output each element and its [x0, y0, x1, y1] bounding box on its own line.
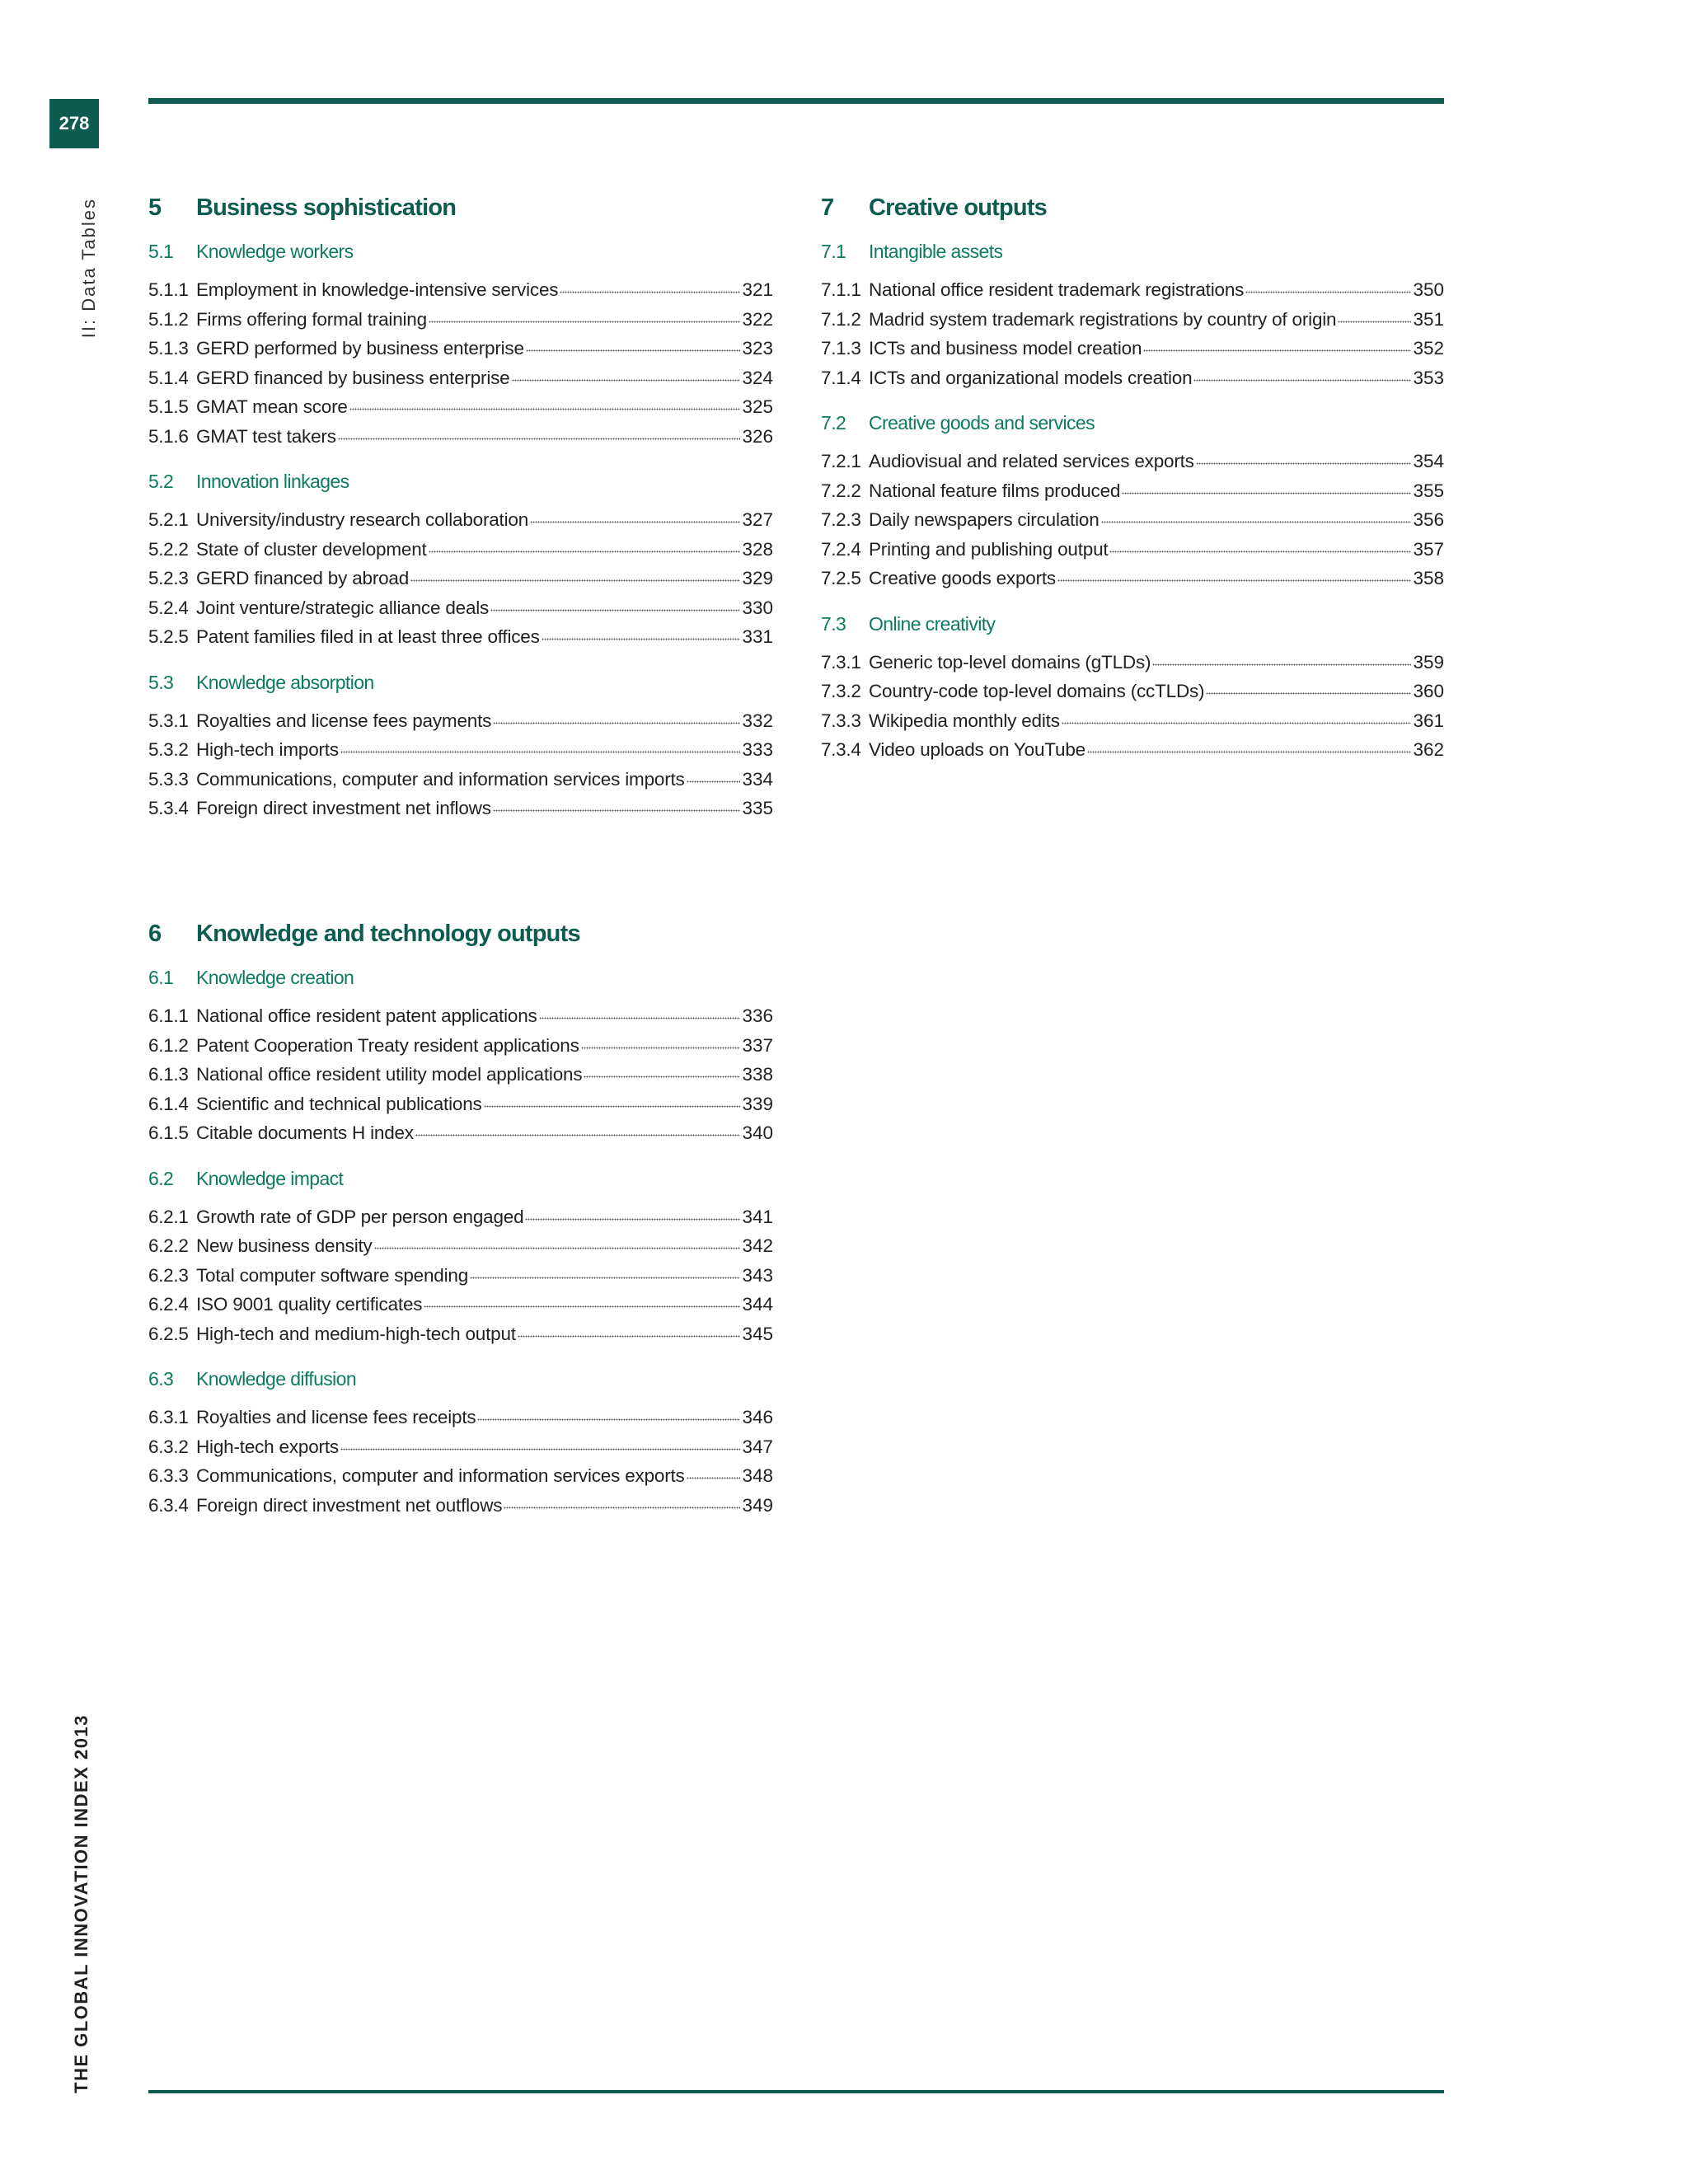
entry-code: 5.1.4 [148, 367, 189, 388]
entry-page-number: 332 [742, 710, 773, 731]
entry-page-number: 340 [742, 1122, 773, 1143]
toc-entry[interactable] [821, 535, 1444, 565]
subsection-title: Intangible assets [869, 241, 1003, 262]
entry-page-number: 329 [742, 568, 773, 588]
entry-code: 5.2.5 [148, 626, 189, 647]
entry-label: GERD financed by business enterprise [196, 367, 510, 388]
entry-label: Employment in knowledge-intensive services [196, 279, 559, 300]
page-number: 278 [49, 99, 99, 148]
subsection-title: Knowledge creation [196, 967, 354, 988]
subsection-number: 7.3 [821, 612, 846, 635]
subsection [148, 1368, 773, 1520]
subsection-heading [148, 672, 773, 698]
entry-code: 5.3.3 [148, 768, 189, 790]
entry-code: 6.1.3 [148, 1064, 189, 1085]
entry-page-number: 354 [1413, 451, 1444, 471]
subsection [148, 241, 773, 451]
dot-leader [1152, 663, 1411, 668]
subsection-number: 6.2 [148, 1167, 174, 1189]
dot-leader [340, 1448, 741, 1453]
dot-leader [1196, 462, 1412, 467]
entry-page-number: 339 [742, 1093, 773, 1114]
dot-leader [1143, 349, 1411, 354]
toc-column [148, 194, 773, 843]
toc-entry[interactable] [821, 275, 1444, 305]
entry-page-number: 336 [742, 1005, 773, 1026]
dot-leader [1193, 379, 1411, 384]
section-heading [148, 921, 773, 955]
toc-entry[interactable] [148, 275, 773, 305]
entry-label: Printing and publishing output [869, 538, 1109, 560]
entry-code: 7.2.3 [821, 509, 861, 530]
entry-label: Scientific and technical publications [196, 1093, 482, 1114]
entry-page-number: 349 [742, 1494, 773, 1516]
entry-label: Firms offering formal training [196, 308, 427, 330]
toc-entry[interactable] [148, 1261, 773, 1291]
entry-page-number: 334 [742, 768, 773, 790]
entry-label: GERD performed by business enterprise [196, 338, 524, 359]
dot-leader [1122, 492, 1411, 497]
subsection-heading [148, 241, 773, 267]
subsection [148, 967, 773, 1148]
dot-leader [340, 751, 741, 756]
entry-label: GMAT mean score [196, 396, 348, 417]
entry-code: 5.1.5 [148, 396, 189, 417]
entry-label: National feature films produced [869, 480, 1121, 501]
toc-entry[interactable] [148, 706, 773, 736]
entry-label: State of cluster development [196, 538, 427, 560]
entry-page-number: 328 [742, 538, 773, 560]
dot-leader [1087, 751, 1412, 756]
entry-code: 7.2.4 [821, 538, 861, 560]
entry-label: National office resident utility model applications [196, 1064, 583, 1085]
toc-entry[interactable] [148, 735, 773, 765]
dot-leader [526, 349, 741, 354]
subsection-heading [148, 1168, 773, 1194]
dot-leader [490, 609, 740, 614]
entry-label: Generic top-level domains (gTLDs) [869, 651, 1151, 673]
subsection-number: 5.2 [148, 471, 174, 492]
entry-page-number: 359 [1413, 651, 1444, 673]
entry-code: 6.1.4 [148, 1093, 189, 1114]
subsection [821, 412, 1444, 593]
entry-code: 5.1.2 [148, 308, 189, 330]
toc-entry[interactable] [148, 1060, 773, 1090]
toc-entry[interactable] [148, 765, 773, 794]
dot-leader [687, 1477, 741, 1482]
subsection-title: Knowledge impact [196, 1167, 344, 1189]
entry-page-number: 322 [742, 308, 773, 330]
entry-label: ISO 9001 quality certificates [196, 1294, 423, 1315]
subsection [821, 241, 1444, 392]
entry-code: 6.3.3 [148, 1465, 189, 1486]
entry-code: 5.3.2 [148, 739, 189, 760]
entry-code: 6.1.1 [148, 1005, 189, 1026]
entry-code: 5.2.4 [148, 597, 189, 618]
subsection [148, 471, 773, 652]
subsection [821, 613, 1444, 765]
toc-entry[interactable] [148, 305, 773, 335]
dot-leader [493, 809, 741, 814]
section-title: Creative outputs [869, 194, 1048, 221]
entry-page-number: 358 [1413, 568, 1444, 588]
dot-leader [1109, 551, 1411, 555]
section-heading [148, 194, 773, 229]
subsection-title: Knowledge diffusion [196, 1368, 357, 1390]
entry-page-number: 326 [742, 425, 773, 447]
toc-entry[interactable] [821, 706, 1444, 736]
entry-code: 6.3.4 [148, 1494, 189, 1516]
entry-code: 5.2.3 [148, 568, 189, 588]
entry-code: 6.1.5 [148, 1122, 189, 1143]
entry-label: Wikipedia monthly edits [869, 710, 1060, 731]
toc-entry[interactable] [821, 305, 1444, 335]
entry-page-number: 327 [742, 509, 773, 530]
dot-leader [484, 1105, 741, 1110]
subsection-heading [821, 613, 1444, 640]
toc-entry[interactable] [148, 1090, 773, 1119]
entry-code: 5.3.4 [148, 798, 189, 818]
entry-page-number: 341 [742, 1206, 773, 1227]
entry-label: Joint venture/strategic alliance deals [196, 597, 490, 618]
subsection-number: 5.1 [148, 241, 174, 262]
entry-code: 5.1.1 [148, 279, 189, 300]
dot-leader [504, 1507, 740, 1511]
entry-page-number: 357 [1413, 538, 1444, 560]
entry-page-number: 361 [1413, 710, 1444, 731]
entry-label: Citable documents H index [196, 1122, 414, 1143]
entry-page-number: 356 [1413, 509, 1444, 530]
toc-entry[interactable] [821, 505, 1444, 535]
entry-page-number: 353 [1413, 367, 1444, 388]
dot-leader [429, 321, 741, 326]
toc-entry[interactable] [821, 648, 1444, 677]
entry-label: Audiovisual and related services exports [869, 451, 1194, 471]
entry-label: Royalties and license fees receipts [196, 1407, 476, 1427]
side-label: II: Data Tables [78, 198, 99, 339]
dot-leader [512, 379, 741, 384]
toc-entry[interactable] [148, 1231, 773, 1261]
toc-entry[interactable] [821, 564, 1444, 593]
entry-page-number: 360 [1413, 681, 1444, 701]
entry-code: 7.1.1 [821, 279, 861, 300]
entry-label: Video uploads on YouTube [869, 739, 1085, 760]
toc-entry[interactable] [148, 363, 773, 393]
toc-entry[interactable] [148, 564, 773, 593]
entry-label: Communications, computer and information services exports [196, 1465, 685, 1486]
entry-code: 6.3.2 [148, 1436, 189, 1457]
toc-entry[interactable] [821, 447, 1444, 476]
subsection-number: 6.1 [148, 967, 174, 988]
entry-label: ICTs and business model creation [869, 338, 1142, 359]
entry-page-number: 323 [742, 338, 773, 359]
dot-leader [1245, 291, 1411, 296]
entry-page-number: 342 [742, 1235, 773, 1256]
entry-code: 6.2.4 [148, 1294, 189, 1315]
entry-label: Communications, computer and information services imports [196, 768, 685, 790]
dot-leader [530, 521, 740, 526]
entry-label: Growth rate of GDP per person engaged [196, 1206, 524, 1227]
section-title: Knowledge and technology outputs [196, 921, 580, 947]
entry-label: High-tech and medium-high-tech output [196, 1323, 516, 1344]
dot-leader [539, 1017, 741, 1022]
dot-leader [542, 638, 741, 643]
dot-leader [429, 551, 741, 555]
subsection-heading [821, 412, 1444, 438]
entry-code: 6.3.1 [148, 1407, 189, 1427]
dot-leader [1062, 722, 1412, 727]
section-number: 7 [821, 194, 834, 221]
subsection-number: 6.3 [148, 1368, 174, 1390]
toc-entry[interactable] [148, 1491, 773, 1521]
entry-code: 7.1.3 [821, 338, 861, 359]
dot-leader [1206, 692, 1411, 697]
toc-entry[interactable] [821, 363, 1444, 393]
subsection-title: Online creativity [869, 612, 996, 635]
entry-code: 7.2.1 [821, 451, 861, 471]
toc-entry[interactable] [148, 535, 773, 565]
entry-page-number: 344 [742, 1294, 773, 1315]
subsection-title: Knowledge absorption [196, 671, 374, 693]
entry-label: Patent Cooperation Treaty resident applications [196, 1034, 579, 1056]
toc-entry[interactable] [148, 392, 773, 422]
entry-code: 5.1.6 [148, 425, 189, 447]
dot-leader [477, 1418, 740, 1423]
toc-entry[interactable] [148, 622, 773, 652]
entry-page-number: 351 [1413, 308, 1444, 330]
entry-code: 5.1.3 [148, 338, 189, 359]
dot-leader [374, 1247, 741, 1252]
entry-code: 5.3.1 [148, 710, 189, 731]
entry-label: High-tech imports [196, 739, 339, 760]
entry-code: 7.1.2 [821, 308, 861, 330]
entry-code: 7.3.4 [821, 739, 861, 760]
dot-leader [581, 1047, 741, 1052]
toc-entry[interactable] [148, 422, 773, 452]
subsection-number: 7.2 [821, 412, 846, 434]
toc-entry[interactable] [148, 1290, 773, 1319]
entry-label: ICTs and organizational models creation [869, 367, 1193, 388]
top-rule [148, 98, 1444, 104]
entry-page-number: 325 [742, 396, 773, 417]
entry-code: 5.2.1 [148, 509, 189, 530]
entry-label: New business density [196, 1235, 373, 1256]
entry-code: 6.2.5 [148, 1323, 189, 1344]
entry-page-number: 331 [742, 626, 773, 647]
toc-entry[interactable] [148, 794, 773, 823]
entry-code: 6.2.1 [148, 1206, 189, 1227]
entry-code: 7.2.2 [821, 480, 861, 501]
entry-page-number: 347 [742, 1436, 773, 1457]
entry-code: 7.1.4 [821, 367, 861, 388]
entry-page-number: 348 [742, 1465, 773, 1486]
entry-label: GMAT test takers [196, 425, 336, 447]
entry-page-number: 350 [1413, 279, 1444, 300]
subsection-title: Creative goods and services [869, 412, 1095, 434]
subsection-heading [821, 241, 1444, 267]
entry-label: Foreign direct investment net outflows [196, 1494, 503, 1516]
dot-leader [584, 1076, 740, 1080]
entry-label: Country-code top-level domains (ccTLDs) [869, 681, 1205, 701]
subsection-heading [148, 1368, 773, 1394]
entry-label: National office resident trademark registrations [869, 279, 1245, 300]
entry-page-number: 324 [742, 367, 773, 388]
toc-entry[interactable] [148, 1031, 773, 1061]
dot-leader [410, 579, 740, 584]
entry-label: Daily newspapers circulation [869, 509, 1100, 530]
dot-leader [518, 1335, 741, 1340]
toc-entry[interactable] [821, 476, 1444, 506]
entry-code: 6.2.3 [148, 1264, 189, 1286]
entry-label: High-tech exports [196, 1436, 339, 1457]
section-number: 5 [148, 194, 162, 221]
dot-leader [493, 722, 740, 727]
entry-label: Creative goods exports [869, 568, 1056, 588]
subsection-heading [148, 471, 773, 497]
section-number: 6 [148, 921, 162, 947]
entry-code: 6.2.2 [148, 1235, 189, 1256]
entry-page-number: 352 [1413, 338, 1444, 359]
entry-code: 5.2.2 [148, 538, 189, 560]
dot-leader [338, 438, 741, 443]
toc-column [148, 921, 773, 1540]
entry-page-number: 355 [1413, 480, 1444, 501]
entry-page-number: 338 [742, 1064, 773, 1085]
publication-title: THE GLOBAL INNOVATION INDEX 2013 [71, 1714, 91, 2093]
subsection [148, 672, 773, 823]
toc-entry[interactable] [148, 1432, 773, 1462]
subsection-title: Innovation linkages [196, 471, 349, 492]
dot-leader [1338, 321, 1411, 326]
toc-entry[interactable] [148, 1202, 773, 1232]
entry-label: GERD financed by abroad [196, 568, 410, 588]
entry-page-number: 345 [742, 1323, 773, 1344]
subsection-heading [148, 967, 773, 993]
toc-column [821, 194, 1444, 785]
toc-entry[interactable] [148, 334, 773, 363]
toc-entry[interactable] [148, 1461, 773, 1491]
entry-page-number: 335 [742, 798, 773, 818]
entry-code: 6.1.2 [148, 1034, 189, 1056]
toc-entry[interactable] [148, 1403, 773, 1432]
entry-label: Total computer software spending [196, 1264, 469, 1286]
entry-code: 7.2.5 [821, 568, 861, 588]
dot-leader [349, 408, 741, 413]
entry-label: Patent families filed in at least three offices [196, 626, 540, 647]
dot-leader [560, 291, 740, 296]
toc-entry[interactable] [148, 1001, 773, 1031]
subsection-number: 7.1 [821, 241, 846, 262]
toc-entry[interactable] [821, 334, 1444, 363]
entry-label: National office resident patent applications [196, 1005, 537, 1026]
dot-leader [687, 780, 741, 785]
entry-page-number: 362 [1413, 739, 1444, 760]
entry-label: University/industry research collaboration [196, 509, 529, 530]
toc-entry[interactable] [148, 1319, 773, 1349]
subsection-number: 5.3 [148, 671, 174, 693]
dot-leader [525, 1218, 740, 1223]
dot-leader [424, 1305, 740, 1310]
section-heading [821, 194, 1444, 229]
section-title: Business sophistication [196, 194, 457, 221]
subsection [148, 1168, 773, 1349]
dot-leader [1057, 579, 1411, 584]
toc-entry[interactable] [821, 735, 1444, 765]
entry-code: 7.3.1 [821, 651, 861, 673]
toc-entry[interactable] [148, 1118, 773, 1148]
toc-entry[interactable] [148, 593, 773, 623]
entry-label: Madrid system trademark registrations by country of origin [869, 308, 1337, 330]
dot-leader [1101, 521, 1412, 526]
entry-page-number: 333 [742, 739, 773, 760]
entry-code: 7.3.2 [821, 681, 861, 701]
entry-page-number: 346 [742, 1407, 773, 1427]
entry-page-number: 343 [742, 1264, 773, 1286]
entry-label: Foreign direct investment net inflows [196, 798, 491, 818]
toc-entry[interactable] [821, 677, 1444, 706]
entry-label: Royalties and license fees payments [196, 710, 492, 731]
entry-page-number: 337 [742, 1034, 773, 1056]
subsection-title: Knowledge workers [196, 241, 354, 262]
entry-code: 7.3.3 [821, 710, 861, 731]
entry-page-number: 330 [742, 597, 773, 618]
dot-leader [415, 1134, 741, 1139]
bottom-rule [148, 2090, 1444, 2093]
entry-page-number: 321 [742, 279, 773, 300]
dot-leader [470, 1277, 740, 1282]
toc-entry[interactable] [148, 505, 773, 535]
